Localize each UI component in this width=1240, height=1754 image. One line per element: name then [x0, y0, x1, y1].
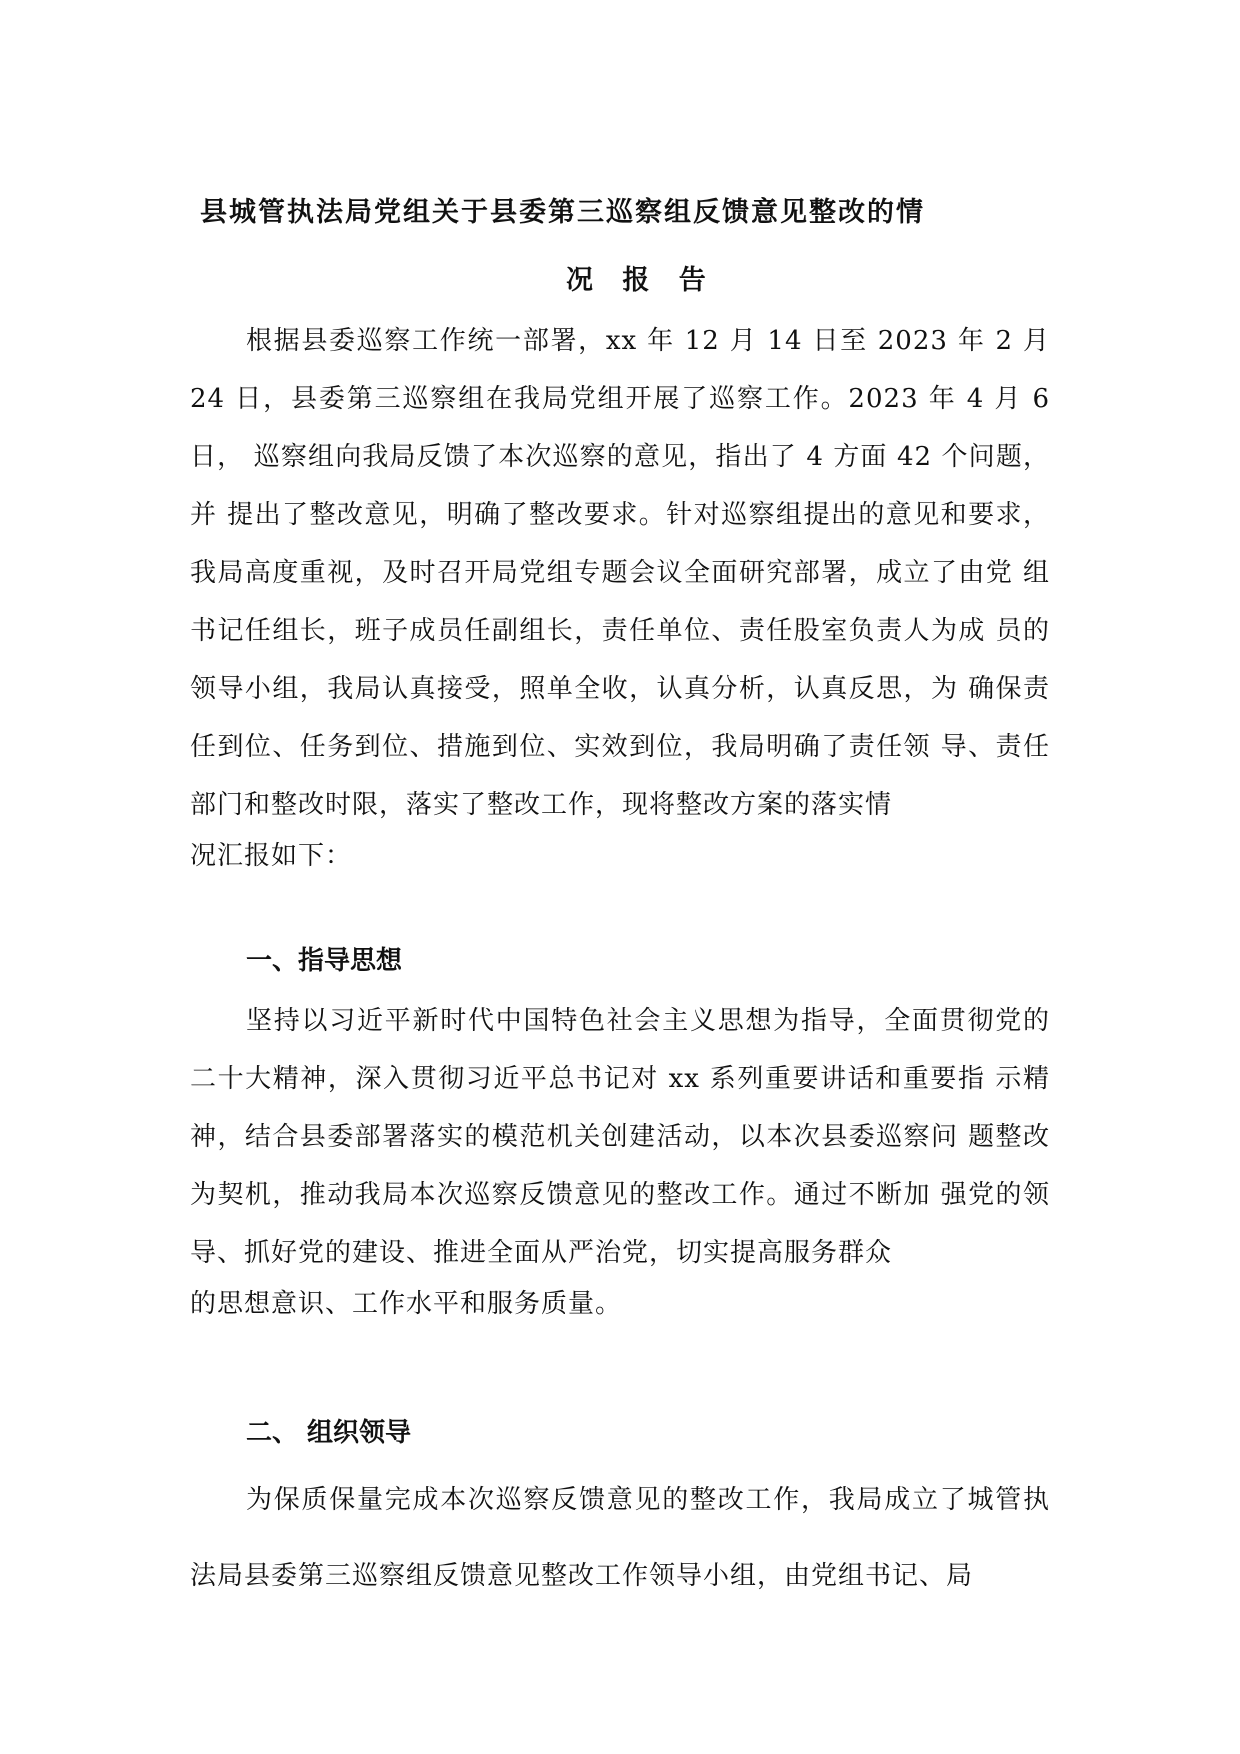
section-2-heading: 二、 组织领导 [246, 1418, 412, 1448]
section-2-block [190, 1462, 1050, 1614]
document-title-line-2: 况 报 告 [566, 265, 716, 296]
section-1-block [190, 992, 1050, 1326]
section-1-heading: 一、指导思想 [246, 946, 403, 976]
intro-block [190, 312, 1050, 878]
section-1-tail: 的思想意识、工作水平和服务质量。 [190, 1289, 623, 1319]
intro-paragraph: 根据县委巡察工作统一部署，xx 年 12 月 14 日至 2023 年 2 月 24 日，县委第三巡察组在我局党组开展了巡察工作。2023 年 4 月 6 日， 巡察组向我局反馈了本次巡察的意见，指出了 4 方面 42 个问题，并 提出了整改意见，明确了整改要求。针对巡察组提出的意见和要求， 我局高度重视，及时召开局党组专题会议全面研究部署，成立了由党 组书记任组长，班子成员任副组长，责任单位、责任股室负责人为成 员的领导小组，我局认真接受，照单全收，认真分析，认真反思，为 确保责任到位、任务到位、措施到位、实效到位，我局明确了责任领 导、责任部门和整改时限，落实了整改工作，现将整改方案的落实情 [190, 326, 1050, 820]
document-title-line-1: 县城管执法局党组关于县委第三巡察组反馈意见整改的情 [200, 197, 925, 228]
section-1-paragraph: 坚持以习近平新时代中国特色社会主义思想为指导，全面贯彻党的二十大精神，深入贯彻习近平总书记对 xx 系列重要讲话和重要指 示精神，结合县委部署落实的模范机关创建活动，以本次县委巡察问 题整改为契机，推动我局本次巡察反馈意见的整改工作。通过不断加 强党的领导、抓好党的建设、推进全面从严治党，切实提高服务群众 [190, 1006, 1050, 1268]
section-2-paragraph: 为保质保量完成本次巡察反馈意见的整改工作，我局成立了城管执法局县委第三巡察组反馈意见整改工作领导小组，由党组书记、局 [190, 1485, 1050, 1591]
intro-tail: 况汇报如下： [190, 841, 353, 871]
